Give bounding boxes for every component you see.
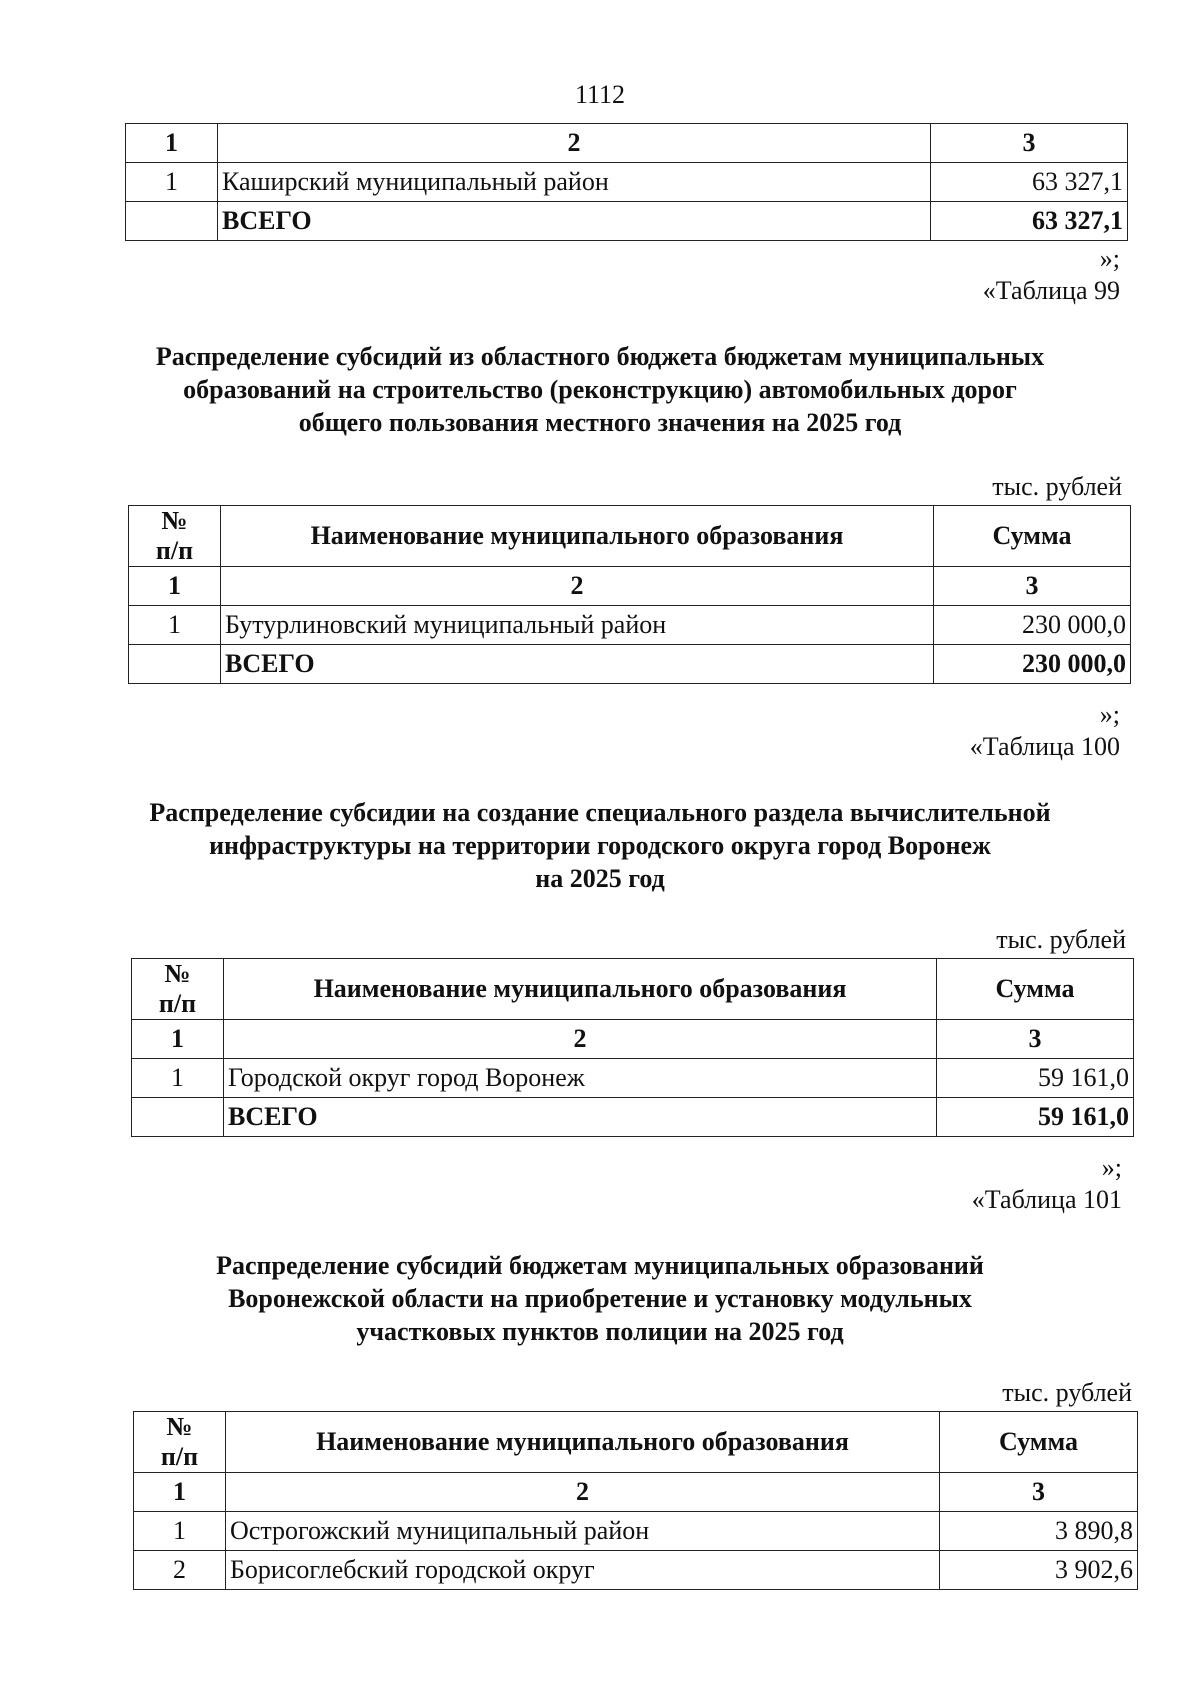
title-line: общего пользования местного значения на 2025 год xyxy=(298,408,902,437)
header-name: Наименование муниципального образования xyxy=(221,506,934,567)
header-name: Наименование муниципального образования xyxy=(224,959,937,1020)
unit-label: тыс. рублей xyxy=(992,472,1122,501)
title-line: Распределение субсидий бюджетам муниципальных образований xyxy=(216,1251,984,1280)
quote-close: »; xyxy=(1099,244,1120,273)
column-number: 1 xyxy=(126,124,218,163)
header-row xyxy=(134,1412,1138,1473)
column-number: 3 xyxy=(931,124,1128,163)
unit-label: тыс. рублей xyxy=(996,925,1126,954)
column-number: 1 xyxy=(132,1020,224,1059)
row-number: 1 xyxy=(132,1059,224,1098)
table-98-continuation xyxy=(125,123,1128,241)
row-number: 2 xyxy=(134,1551,226,1590)
municipality-name: Борисоглебский городской округ xyxy=(226,1551,940,1590)
table-label: «Таблица 100 xyxy=(969,732,1120,761)
unit-label: тыс. рублей xyxy=(1002,1378,1132,1407)
title-line: инфраструктуры на территории городского округа город Воронеж xyxy=(209,831,991,860)
quote-close: »; xyxy=(1099,700,1120,729)
total-amount: 59 161,0 xyxy=(937,1098,1134,1137)
municipality-name: Острогожский муниципальный район xyxy=(226,1512,940,1551)
empty-cell xyxy=(129,645,221,684)
header-name: Наименование муниципального образования xyxy=(226,1412,940,1473)
column-number: 3 xyxy=(937,1020,1134,1059)
header-number: № п/п xyxy=(132,959,224,1020)
header-row xyxy=(132,959,1134,1020)
amount: 63 327,1 xyxy=(931,163,1128,202)
header-row xyxy=(129,506,1131,567)
header-number: № п/п xyxy=(129,506,221,567)
total-row xyxy=(129,645,1131,684)
title-line: Распределение субсидии на создание специального раздела вычислительной xyxy=(149,798,1051,827)
table-101 xyxy=(133,1411,1138,1590)
table-label: «Таблица 99 xyxy=(982,276,1120,305)
column-number: 3 xyxy=(934,567,1131,606)
column-number: 2 xyxy=(224,1020,937,1059)
municipality-name: Каширский муниципальный район xyxy=(218,163,931,202)
total-row xyxy=(132,1098,1134,1137)
row-number: 1 xyxy=(129,606,221,645)
column-number: 1 xyxy=(129,567,221,606)
amount: 59 161,0 xyxy=(937,1059,1134,1098)
table-title xyxy=(0,1249,1200,1348)
column-number: 2 xyxy=(221,567,934,606)
table-title xyxy=(0,340,1200,439)
column-number: 1 xyxy=(134,1473,226,1512)
table-row xyxy=(129,606,1131,645)
table-row xyxy=(134,1512,1138,1551)
municipality-name: Бутурлиновский муниципальный район xyxy=(221,606,934,645)
title-line: Воронежской области на приобретение и установку модульных xyxy=(228,1284,972,1313)
header-sum: Сумма xyxy=(937,959,1134,1020)
total-row xyxy=(126,202,1128,241)
row-number: 1 xyxy=(126,163,218,202)
table-label: «Таблица 101 xyxy=(971,1185,1122,1214)
header-number: № п/п xyxy=(134,1412,226,1473)
column-number-row xyxy=(126,124,1128,163)
quote-close: »; xyxy=(1101,1153,1122,1182)
table-99 xyxy=(128,505,1131,684)
total-amount: 230 000,0 xyxy=(934,645,1131,684)
empty-cell xyxy=(132,1098,224,1137)
table-row xyxy=(126,163,1128,202)
column-number-row xyxy=(129,567,1131,606)
table-row xyxy=(132,1059,1134,1098)
title-line: на 2025 год xyxy=(535,864,665,893)
page-number: 1112 xyxy=(574,80,626,109)
total-label: ВСЕГО xyxy=(218,202,931,241)
title-line: образований на строительство (реконструкцию) автомобильных дорог xyxy=(183,375,1017,404)
table-title xyxy=(0,796,1200,895)
column-number-row xyxy=(132,1020,1134,1059)
column-number: 2 xyxy=(218,124,931,163)
amount: 3 890,8 xyxy=(940,1512,1138,1551)
header-sum: Сумма xyxy=(934,506,1131,567)
title-line: участковых пунктов полиции на 2025 год xyxy=(356,1317,844,1346)
row-number: 1 xyxy=(134,1512,226,1551)
empty-cell xyxy=(126,202,218,241)
municipality-name: Городской округ город Воронеж xyxy=(224,1059,937,1098)
amount: 3 902,6 xyxy=(940,1551,1138,1590)
total-amount: 63 327,1 xyxy=(931,202,1128,241)
total-label: ВСЕГО xyxy=(221,645,934,684)
amount: 230 000,0 xyxy=(934,606,1131,645)
column-number: 3 xyxy=(940,1473,1138,1512)
total-label: ВСЕГО xyxy=(224,1098,937,1137)
header-sum: Сумма xyxy=(940,1412,1138,1473)
table-row xyxy=(134,1551,1138,1590)
column-number: 2 xyxy=(226,1473,940,1512)
title-line: Распределение субсидий из областного бюджета бюджетам муниципальных xyxy=(155,342,1045,371)
table-100 xyxy=(131,958,1134,1137)
column-number-row xyxy=(134,1473,1138,1512)
